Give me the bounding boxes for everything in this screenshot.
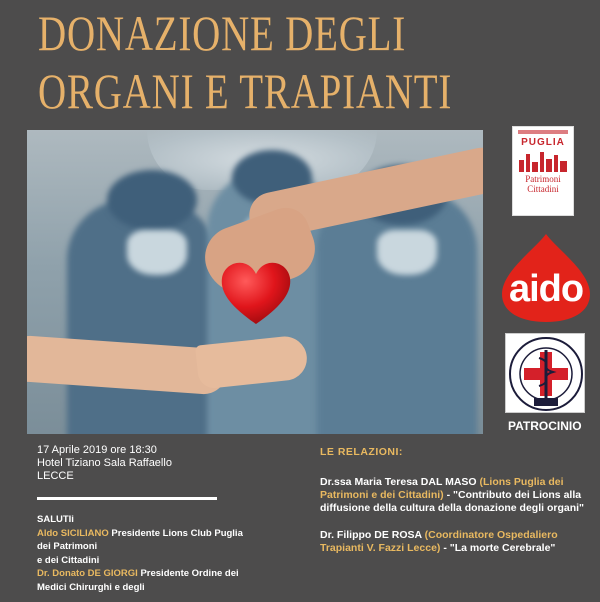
speaker-role-cont: e dei Cittadini xyxy=(37,554,100,566)
logo-cittadini-text: Cittadini xyxy=(527,184,559,194)
surgical-mask xyxy=(127,230,187,275)
speaker-name: Aldo SICILIANO xyxy=(37,527,109,539)
event-details xyxy=(37,444,237,483)
event-venue: Hotel Tiziano Sala Raffaello xyxy=(37,457,172,469)
relazione-topic: - "Contributo dei Lions alla diffusione della cultura della donazione degli organi" xyxy=(320,489,585,514)
relazioni-heading: LE RELAZIONI: xyxy=(320,446,403,458)
speaker-role: Presidente Ordine dei Medici Chirurghi e degli xyxy=(37,568,239,593)
speaker-role: Presidente Lions Club Puglia dei Patrimoni xyxy=(37,527,243,552)
poster-title xyxy=(38,4,453,120)
lions-puglia-logo xyxy=(512,126,574,216)
surgical-mask xyxy=(377,230,437,275)
divider xyxy=(37,497,217,500)
logo-patrimoni-text: Patrimoni xyxy=(525,174,561,184)
relazione-topic: - "La morte Cerebrale" xyxy=(440,542,556,554)
relazione-item xyxy=(320,476,590,515)
title-line-2: ORGANI E TRAPIANTI xyxy=(38,63,453,119)
saluti-speaker-2 xyxy=(37,567,252,594)
relatore-affiliation: (Coordinatore Ospedaliero Trapianti V. Fazzi Lecce) xyxy=(320,529,558,554)
event-date: 17 Aprile 2019 ore 18:30 xyxy=(37,444,157,456)
saluti-heading: SALUTIi xyxy=(37,514,74,525)
surgeon-figure xyxy=(317,190,477,434)
hero-photo xyxy=(27,130,483,434)
relazioni-section xyxy=(320,446,590,569)
surgical-cap xyxy=(107,170,197,230)
medical-seal-icon xyxy=(506,334,586,414)
heart-icon xyxy=(220,260,292,326)
aido-logo-text: aido xyxy=(508,268,584,310)
patrocinio-label: PATROCINIO xyxy=(508,419,582,433)
title-line-1: DONAZIONE DEGLI xyxy=(38,5,407,61)
relatore-name: Dr.ssa Maria Teresa DAL MASO xyxy=(320,476,477,488)
logo-caption xyxy=(518,130,568,134)
aido-logo xyxy=(498,232,594,324)
speaker-name: Dr. Donato DE GIORGI xyxy=(37,568,138,579)
relatore-name: Dr. Filippo DE ROSA xyxy=(320,529,422,541)
relazione-item xyxy=(320,529,590,555)
saluti-speaker-1 xyxy=(37,527,252,554)
ordine-medici-lecce-logo xyxy=(505,333,585,413)
saluti-section xyxy=(37,513,252,594)
event-city: LECCE xyxy=(37,470,74,482)
logo-puglia-text: PUGLIA xyxy=(521,137,565,148)
city-skyline-icon xyxy=(517,150,569,172)
relatore-affiliation: (Lions Puglia dei Patrimoni e dei Cittadini) xyxy=(320,476,564,501)
